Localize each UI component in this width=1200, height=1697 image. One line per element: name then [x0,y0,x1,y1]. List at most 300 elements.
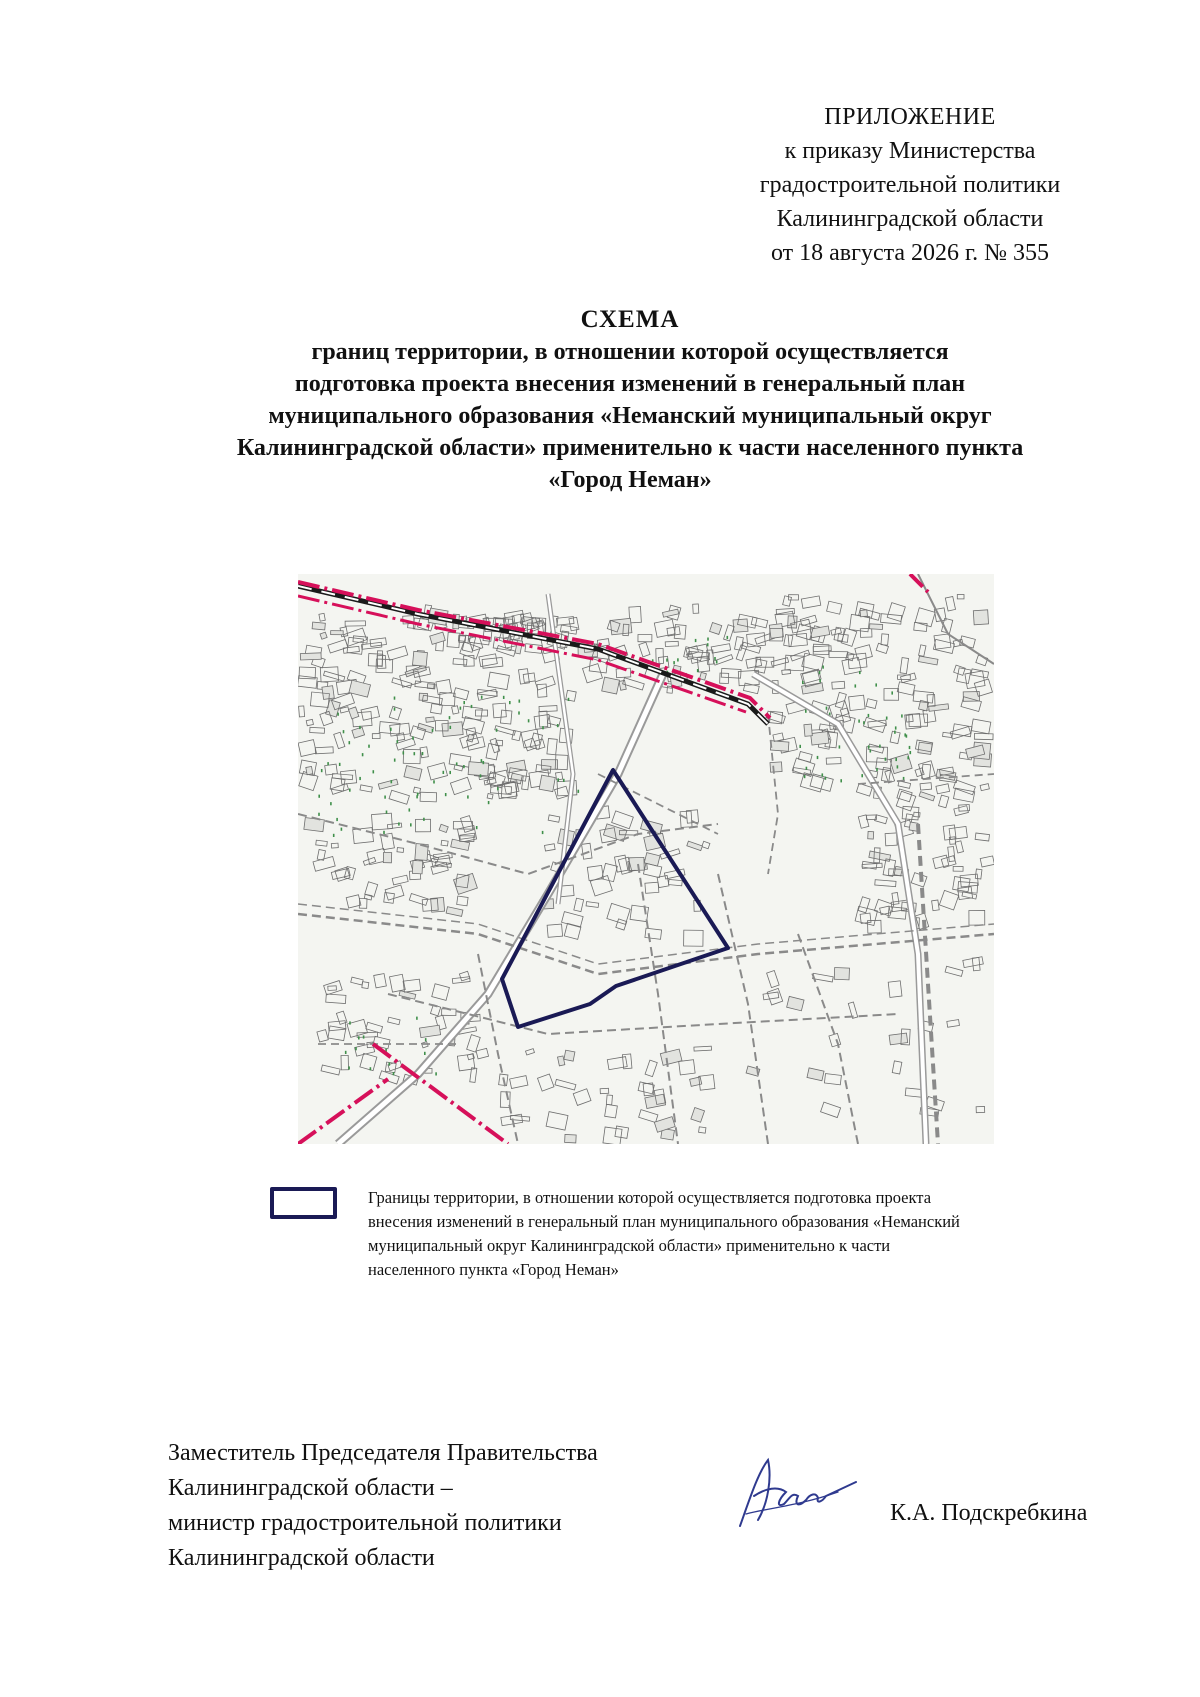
building [980,784,989,791]
green-mark [423,818,425,821]
building [866,699,877,709]
building [619,680,626,690]
building [426,717,435,722]
green-mark [542,831,544,834]
building [374,974,387,988]
building [892,892,899,904]
green-mark [403,751,405,754]
building [863,717,885,732]
green-mark [839,745,841,748]
green-mark [443,771,445,774]
green-mark [393,1072,395,1075]
green-mark [894,731,896,734]
building [452,706,459,714]
building [897,789,912,802]
green-mark [677,658,679,661]
building [684,930,703,946]
building [902,806,919,820]
green-mark [384,796,386,799]
green-mark [714,657,716,660]
green-marks-layer [318,636,911,1076]
green-mark [412,737,414,740]
building [858,815,869,828]
building [699,1127,706,1133]
building [323,671,344,681]
green-mark [467,795,469,798]
green-mark [806,767,808,770]
building [328,1026,346,1041]
building [657,875,669,887]
building [316,840,328,846]
building [691,1108,705,1123]
building [915,608,935,627]
building [512,730,521,740]
green-mark [358,1036,360,1039]
building [827,601,842,614]
building [639,1110,658,1123]
building [346,895,361,908]
building [656,649,664,664]
building [751,617,768,628]
building [403,749,420,763]
building [341,1055,349,1070]
building [971,669,989,678]
building [392,875,408,885]
building [874,899,893,916]
building [557,617,575,626]
building [468,762,489,776]
building [724,625,735,641]
building [600,1088,609,1093]
building [654,619,675,637]
building [300,653,321,660]
dashed-street [768,714,778,874]
building [366,1022,383,1033]
building [548,815,560,822]
building [446,907,463,917]
green-mark [481,696,483,699]
green-mark [707,638,709,641]
building [298,740,316,757]
building [450,777,471,794]
building [702,841,710,848]
green-mark [695,639,697,642]
building [840,708,850,722]
building [560,625,577,634]
building [320,632,327,639]
building [911,873,927,887]
building [945,596,955,611]
green-mark [802,681,804,684]
building [457,896,468,906]
green-mark [868,745,870,748]
building [605,1104,618,1118]
green-mark [868,714,870,717]
building [918,656,938,665]
green-mark [397,740,399,743]
building [687,841,703,850]
building [607,1057,627,1070]
building [389,706,401,720]
building [880,614,901,624]
building [387,646,408,660]
green-mark [875,683,877,686]
appendix-line: Калининградской области [776,206,1044,232]
legend-line: внесения изменений в генеральный план муниципального образования «Неманский [368,1212,960,1231]
building [897,682,915,695]
building [804,724,812,736]
building [383,852,391,862]
green-mark [825,777,827,780]
appendix-order-date: от 18 августа 2026 г. № 355 [770,240,1050,266]
building [420,1025,441,1037]
green-mark [863,721,865,724]
title-line: муниципального образования «Неманский муниципальный округ [268,403,992,429]
green-mark [445,793,447,796]
signatory-position [168,1436,728,1576]
building [403,979,421,992]
building [881,634,889,645]
building [858,897,870,913]
dashed-street [798,934,858,1144]
green-mark [449,771,451,774]
green-mark [563,779,565,782]
building [457,1054,474,1071]
green-mark [885,758,887,761]
green-mark [471,705,473,708]
green-mark [318,795,320,798]
green-mark [673,661,675,664]
building [918,742,932,754]
building [602,863,618,881]
green-mark [557,778,559,781]
green-mark [424,1052,426,1055]
position-line: Калининградской области – [168,1475,453,1501]
building [362,982,369,989]
building [638,635,652,642]
green-mark [819,679,821,682]
green-mark [891,691,893,694]
green-mark [901,714,903,717]
building [888,981,902,998]
legend-line: населенного пункта «Город Неман» [368,1260,619,1279]
green-mark [895,726,897,729]
green-mark [463,765,465,768]
building [372,813,393,830]
green-mark [799,745,801,748]
building [802,653,824,671]
green-mark [435,1072,437,1075]
building [834,968,849,980]
building [934,634,951,649]
green-mark [414,752,416,755]
green-mark [348,1066,350,1069]
building [538,1074,554,1091]
building [645,928,662,939]
building [860,628,872,637]
building [680,811,692,827]
building [397,848,404,853]
green-mark [463,701,465,704]
green-mark [422,752,424,755]
building [537,684,547,697]
building [955,841,963,853]
building [545,844,556,851]
building [361,706,380,720]
building [720,673,729,683]
building [413,651,428,666]
building [482,657,503,668]
territory-map [298,574,994,1144]
green-mark [460,707,462,710]
building [747,633,766,647]
green-mark [362,753,364,756]
building [416,819,431,831]
building [939,795,949,808]
building [526,1049,535,1055]
building [645,882,659,893]
building [884,689,899,701]
building [404,766,422,781]
building [586,902,599,908]
building [574,898,584,911]
building [767,971,780,988]
territory-map-svg [298,574,994,1144]
green-mark [826,707,828,710]
building [310,727,325,733]
territory-boundary [502,770,728,1027]
green-mark [410,823,412,826]
green-mark [727,636,729,639]
building [555,786,569,799]
building [957,595,964,599]
building [603,1127,622,1144]
building [953,788,974,802]
building [462,706,482,720]
building [535,676,555,690]
building [679,1060,695,1075]
building [606,1095,612,1105]
building [832,681,845,689]
road-center [338,674,663,1144]
building [746,657,762,668]
green-mark [394,759,396,762]
document-title [150,304,1110,496]
green-mark [822,773,824,776]
green-mark [879,745,881,748]
building [353,828,374,844]
building [372,734,380,739]
building [665,641,678,646]
building [846,653,854,661]
green-mark [409,808,411,811]
green-mark [373,770,375,773]
green-mark [398,822,400,825]
green-mark [345,1051,347,1054]
green-mark [895,758,897,761]
position-line: Заместитель Председателя Правительства [168,1440,598,1466]
green-mark [394,708,396,711]
building [405,665,426,677]
building [349,707,359,719]
building [770,741,789,752]
green-mark [542,726,544,729]
building [441,840,448,846]
green-mark [666,659,668,662]
green-mark [339,763,341,766]
building [321,1065,340,1075]
building [335,867,350,881]
building [957,668,971,684]
building [319,613,325,621]
green-mark [519,700,521,703]
building [889,1033,908,1045]
building [412,861,422,874]
dashed-street [718,874,768,1144]
green-mark [496,729,498,732]
building [974,733,993,739]
green-mark [449,716,451,719]
building [892,1061,902,1074]
building [783,596,792,606]
building [565,1134,577,1143]
building [420,792,437,802]
building [898,781,911,789]
green-mark [578,790,580,793]
green-mark [910,751,912,754]
handwritten-signature [728,1448,858,1538]
building [343,646,359,653]
building [694,1046,712,1051]
building [807,1068,824,1081]
green-mark [456,762,458,765]
green-mark [389,1063,391,1066]
building [461,816,474,833]
building [936,784,950,794]
building [467,1035,481,1053]
green-mark [509,701,511,704]
building [811,732,829,746]
building [377,651,382,666]
green-mark [855,684,857,687]
building [639,642,650,657]
building [929,704,949,712]
building [331,784,349,795]
building [306,719,313,725]
green-mark [417,793,419,796]
building [420,747,428,758]
building [914,812,920,817]
building [555,1079,576,1090]
green-mark [480,774,482,777]
green-mark [337,713,339,716]
building [510,1076,528,1089]
building [980,856,994,867]
building [939,890,958,910]
green-mark [336,818,338,821]
building [352,727,365,738]
building [769,624,783,639]
appendix-heading: ПРИЛОЖЕНИЕ [824,104,996,130]
building [364,894,372,900]
green-mark [391,780,393,783]
building [587,865,603,880]
building [573,1089,591,1106]
green-mark [333,834,335,837]
building [547,924,562,937]
green-mark [497,787,499,790]
building [298,676,317,689]
green-mark [861,774,863,777]
building [355,1043,375,1056]
green-mark [416,1017,418,1020]
green-mark [359,726,361,729]
green-mark [876,768,878,771]
building [389,790,409,804]
building [868,720,887,728]
building [901,673,917,683]
building [855,645,873,661]
title-line: «Город Неман» [548,467,712,493]
building [663,609,679,617]
green-mark [355,1047,357,1050]
building [453,688,469,700]
building [351,977,363,985]
building [539,711,548,727]
building [566,690,577,701]
green-mark [909,746,911,749]
green-mark [840,779,842,782]
green-mark [858,720,860,723]
building [787,996,804,1010]
building [894,866,902,876]
building [306,766,313,774]
building [767,988,783,1005]
green-mark [822,666,824,669]
building [379,1071,399,1084]
green-mark [321,769,323,772]
green-mark [804,775,806,778]
building [801,596,820,608]
building [583,664,603,683]
building [388,1017,400,1024]
building [564,1050,575,1061]
building [826,757,841,764]
building [947,1020,960,1028]
green-mark [907,756,909,759]
building [459,971,469,981]
green-mark [870,749,872,752]
building [479,654,497,667]
building [953,866,963,871]
green-mark [363,1035,365,1038]
title-line: подготовка проекта внесения изменений в генеральный план [294,371,966,397]
building [770,762,782,772]
building [972,957,980,970]
green-mark [805,710,807,713]
building [919,645,926,657]
building [969,910,985,925]
green-mark [716,660,718,663]
building [384,893,395,904]
building [906,715,913,722]
green-mark [450,726,452,729]
building [819,724,835,732]
building [887,603,905,622]
green-mark [483,761,485,764]
building [488,672,510,690]
building [841,628,857,646]
